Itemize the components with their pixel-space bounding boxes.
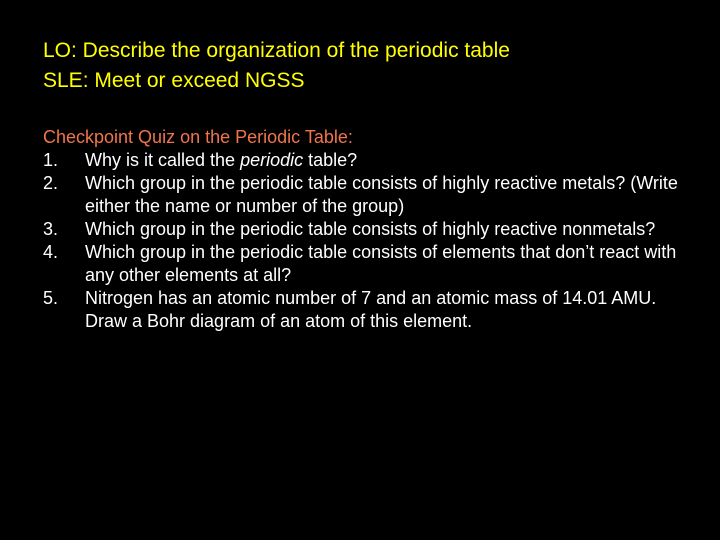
learning-objectives [43,36,703,96]
learning-objective-line: LO: Describe the organization of the periodic table [43,39,510,62]
question-text: Which group in the periodic table consists of highly reactive metals? (Write either the name or number of the group) [85,173,678,216]
success-criteria-line: SLE: Meet or exceed NGSS [43,69,305,92]
question-item-5 [43,287,683,333]
question-text: Nitrogen has an atomic number of 7 and an atomic mass of 14.01 AMU. Draw a Bohr diagram of an atom of this element. [85,288,657,331]
question-number: 3. [43,219,59,239]
question-text-start: Why is it called the [85,150,241,170]
question-text: Which group in the periodic table consists of elements that don’t react with any other elements at all? [85,242,677,285]
question-number: 5. [43,288,59,308]
question-item-3 [43,218,683,241]
question-number: 2. [43,173,59,193]
checkpoint-quiz [43,126,683,333]
question-number: 4. [43,242,59,262]
question-item-1 [43,149,683,172]
question-number: 1. [43,150,59,170]
question-text [85,149,683,172]
question-text: Which group in the periodic table consists of highly reactive nonmetals? [85,219,656,239]
quiz-heading: Checkpoint Quiz on the Periodic Table: [43,127,353,147]
question-item-2 [43,172,683,218]
question-text-end: table? [303,150,358,170]
question-list [43,149,683,333]
question-emphasis: periodic [240,150,304,170]
question-item-4 [43,241,683,287]
